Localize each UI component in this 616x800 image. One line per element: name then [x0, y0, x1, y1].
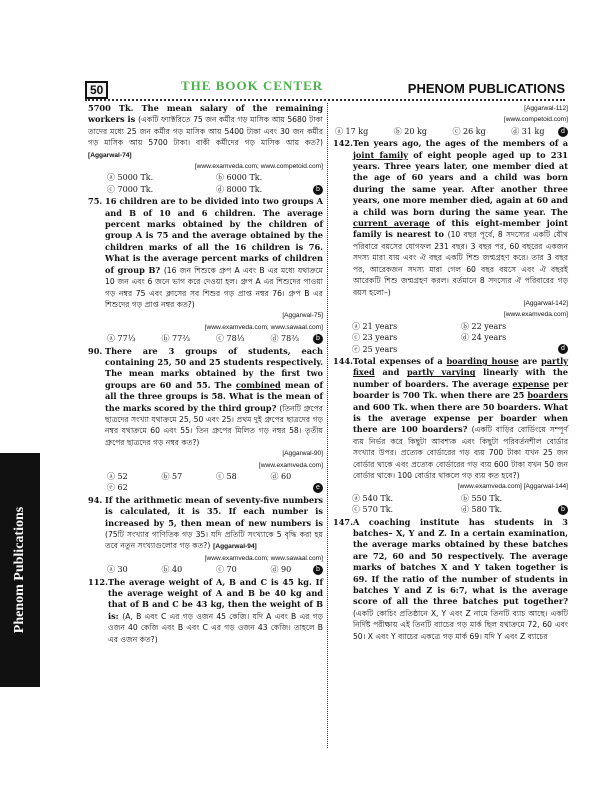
question-text-cont: are	[522, 355, 538, 366]
option-e[interactable]: ⓔ 25 years d	[350, 344, 568, 355]
question-number: 142.	[333, 138, 353, 149]
option-d[interactable]: ⓓ 31 kg d	[509, 126, 568, 137]
option-a[interactable]: ⓐ 21 years	[352, 321, 398, 331]
question-text-bn: (একটি ফ্যাক্টরিতে 75 জন কর্মীর গড় মাসিক আয় 5680 টাকা তাদের মধ্যে 25 জন কর্মীর গড় মাসিক আয় 5400 টাকা এবং 30 জন কর্মীর গড় মাসিক আয় 5700 টাকা। বাকী কর্মীদের গড় মাসিক আয় কত?)	[88, 115, 323, 148]
underlined-term: partly fixed	[352, 355, 569, 378]
question-90	[88, 346, 323, 494]
option-c[interactable]: ⓒ 58	[216, 472, 237, 481]
question-94	[88, 495, 323, 576]
option-a[interactable]: ⓐ 540 Tk.	[352, 493, 394, 503]
web-ref: [www.examveda.com]	[258, 461, 323, 469]
side-tab-label: Phenom Publications	[12, 506, 27, 634]
answer-badge: e	[313, 483, 323, 493]
question-text: Total expenses of a	[352, 355, 443, 366]
underlined-term: current average	[352, 218, 430, 229]
question-number: 94.	[88, 494, 103, 505]
question-text-cont: of eight people aged up to 231 years. Three years later, one member died at the age of 60 years and a child was born during the same year. After another three years, one more member died, again at 60 and a child was born during the same year. The	[352, 149, 568, 217]
source-ref: [Aggarwal-75]	[282, 312, 323, 320]
question-number: 75.	[88, 196, 103, 207]
question-112-cont	[333, 103, 568, 137]
side-tab	[0, 453, 40, 687]
question-text-bn: (তিনটি গ্রুপের ছাত্রদের সংখ্যা যথাক্রমে 25, 50 এবং 25। প্রথম দুই গ্রুপের ছাত্রদের গড় নম্বর যথাক্রমে 60 এবং 55। তিন গ্রুপের মিলিত গড় নম্বর 58। তৃতীয় গ্রুপের ছাত্রদের গড় নম্বর কত?)	[105, 403, 323, 447]
answer-badge: b	[313, 565, 323, 575]
question-147	[333, 517, 568, 642]
option-d[interactable]: ⓓ 24 years	[461, 333, 507, 343]
web-ref: [www.examveda.com; www.sawaal.com]	[204, 323, 323, 331]
underlined-term: boarding house	[446, 355, 519, 366]
question-text: 5700 Tk. The mean salary of the remaining workers is	[88, 103, 323, 125]
web-ref: [www.examveda.com; www.sawaal.com]	[204, 554, 323, 562]
source-ref: [Aggarwal-74]	[88, 151, 132, 159]
question-number: 144.	[333, 355, 353, 366]
option-b[interactable]: ⓑ 77⅔	[161, 334, 190, 344]
web-ref: [www.examveda.com; www.competoid.com]	[194, 163, 323, 171]
underlined-term: partly varying	[406, 367, 476, 378]
web-ref: [www.competoid.com]	[503, 116, 568, 124]
option-c[interactable]: ⓒ 7000 Tk.	[107, 184, 154, 194]
question-text-bn: (10 বছর পূর্বে, 8 সদস্যের একটি যৌথ পরিবারে বয়সের যোগফল 231 বছর। 3 বছর পর, 60 বছরের একজন সদস্য মারা যায় এবং ঐ বছর একটি শিশু জন্মগ্রহণ করে। তার 3 বছর পর, আরেকজন সদস্য মারা গেল 60 বছর বয়সে এবং ঐ বছরই আরেকটি শিশু জন্মগ্রহণ করল। বর্তমানে 8 সদস্যের ঐ পরিবারের গড় বয়স হলো–)	[352, 230, 568, 297]
option-d[interactable]: ⓓ 60	[270, 472, 292, 481]
question-text-bn: (75টি সংখ্যার গাণিতিক গড় 35। যদি প্রতিটি সংখ্যাকে 5 বৃদ্ধি করা হয় তবে নতুন সংখ্যাগুলোর গড় কত?)	[105, 530, 323, 551]
question-text-cont: mean of all the three groups is 58. What is the mean of the marks scored by the third group?	[105, 379, 324, 413]
question-144	[333, 356, 568, 516]
options	[105, 471, 323, 494]
question-text-cont: linearly with the number of boarders. The average	[352, 367, 568, 389]
option-b[interactable]: ⓑ 22 years	[461, 321, 507, 331]
option-a[interactable]: ⓐ 77⅓	[107, 334, 136, 344]
brand-right: PHENOM PUBLICATIONS	[407, 81, 565, 96]
options	[105, 564, 323, 575]
left-column	[88, 103, 323, 646]
question-text: There are 3 groups of students, each containing 25, 50 and 25 students respectively. The mean marks obtained by the first two groups are 60 and 55. The	[105, 345, 323, 390]
option-c[interactable]: ⓒ 26 kg	[452, 126, 486, 136]
web-ref: [www.examveda.com]	[503, 311, 568, 319]
option-d[interactable]: ⓓ 580 Tk. b	[459, 504, 568, 515]
source-ref: [Aggarwal-94]	[213, 543, 257, 551]
source-ref: [Aggarwal-90]	[282, 450, 323, 458]
question-text: Ten years ago, the ages of the members of a	[352, 138, 568, 149]
option-d[interactable]: ⓓ 8000 Tk. b	[214, 184, 323, 195]
option-e[interactable]: ⓔ 62 e	[105, 482, 323, 493]
question-text: The average weight of A, B and C is 45 kg. If the average weight of A and B be 40 kg and that of B and C be 43 kg, then the weight of B is:	[107, 576, 323, 621]
question-text-bn: (একটি কোচিং প্রতিষ্ঠানে X, Y এবং Z নামে তিনটি ব্যাচ আছে। একটি নির্দিষ্ট পরীক্ষায় এই তিনটি ব্যাচের গড় মার্ক ছিল যথাক্রমে 72, 60 এবং 50। X এবং Y ব্যাচের একত্রে গড় মার্ক 69। যদি Y এবং Z ব্যাচের	[352, 608, 568, 641]
underlined-term: boarders	[527, 390, 568, 401]
option-b[interactable]: ⓑ 20 kg	[393, 126, 427, 136]
underlined-term: combined	[235, 379, 281, 390]
question-text: 16 children are to be divided into two groups A and B of 10 and 6 children. The average percent marks obtained by the children of group A is 75 and the average obtained by the children marks of all the 16 children is 76. What is the average percent marks of children of group B?	[105, 196, 323, 275]
page-header	[85, 79, 565, 101]
question-142	[333, 138, 568, 355]
answer-badge: d	[558, 127, 568, 137]
answer-badge: b	[313, 185, 323, 195]
option-a[interactable]: ⓐ 30	[107, 565, 128, 575]
underlined-term: joint family	[352, 149, 408, 160]
question-text-cont: and	[382, 367, 400, 378]
option-d[interactable]: ⓓ 78⅔ b	[269, 333, 324, 344]
option-a[interactable]: ⓐ 17 kg	[335, 126, 369, 136]
option-a[interactable]: ⓐ 5000 Tk.	[107, 173, 154, 183]
question-number: 112.	[88, 576, 108, 587]
option-b[interactable]: ⓑ 550 Tk.	[461, 493, 503, 503]
page-number: 50	[85, 81, 108, 99]
options	[105, 333, 323, 344]
answer-badge: b	[313, 334, 323, 344]
options	[350, 493, 568, 516]
options	[333, 126, 568, 137]
options	[105, 172, 323, 195]
column-divider	[327, 103, 328, 748]
question-text-cont: of this eight-member joint family is nearest to	[352, 218, 569, 240]
brand-middle: THE BOOK CENTER	[181, 78, 324, 93]
option-b[interactable]: ⓑ 6000 Tk.	[216, 173, 263, 183]
question-number: 90.	[88, 345, 103, 356]
option-a[interactable]: ⓐ 52	[107, 472, 128, 481]
question-text-bn: (16 জন শিশুকে গ্রুপ A এবং B এর মধ্যে যথাক্রমে 10 জন এবং 6 জনে ভাগ করে দেওয়া হল। গ্রুপ A এর শিশুদের পাওয়া গড় নম্বর 75 এবং ক্লাসের সব শিশুর গড় প্রাপ্ত নম্বর 76। গ্রুপ B এর শিশুদের গড় প্রাপ্ত নম্বর কত?)	[105, 265, 323, 309]
header-divider	[85, 99, 565, 101]
option-b[interactable]: ⓑ 40	[161, 565, 183, 575]
question-text-cont: and 600 Tk. when there are 50 boarders. What is the average expense per boarder when there are 100 boarders?	[352, 401, 568, 435]
source-ref: [Aggarwal-112]	[524, 105, 568, 112]
question-text: If the arithmetic mean of seventy-five numbers is calculated, it is 35. If each number is increased by 5, then mean of new numbers is	[105, 494, 323, 528]
question-75	[88, 196, 323, 344]
question-number: 147.	[333, 516, 353, 527]
option-d[interactable]: ⓓ 90 b	[269, 564, 324, 575]
question-prev	[88, 103, 323, 195]
right-column	[333, 103, 568, 643]
question-text-bn: (একটি বাড়ির বোর্ডিংয়ে সম্পূর্ণ ব্যয় নির্ভর করে কিছুটা আবশ্যক এবং কিছুটা পরিবর্তনশীল বোর্ডার সংখ্যার উপর। প্রত্যেক বোর্ডারের গড় ব্যয় 700 টাকা যখন 25 জন বোর্ডার থাকে এবং প্রত্যেক বোর্ডারের গড় ব্যয় 600 টাকা যখন 50 জন বোর্ডার থাকে। 100 বোর্ডার থাকলে গড় ব্যয় কত হবে?)	[352, 425, 568, 480]
options	[350, 321, 568, 355]
answer-badge: d	[558, 344, 568, 354]
option-c[interactable]: ⓒ 570 Tk.	[352, 505, 394, 515]
option-c[interactable]: ⓒ 23 years	[352, 333, 398, 343]
source-ref: [www.examveda.com] [Aggarwal-144]	[457, 483, 568, 491]
question-text: A coaching institute has students in 3 batches– X, Y and Z. In a certain examination, the average marks obtained by these batches are 72, 60 and 50 respectively. The average marks of batches X and Y taken together is 69. If the ratio of the number of students in batches Y and Z is 6:7, what is the average score of all the three batches put together?	[352, 516, 568, 607]
question-text-cont: per boarder is 700 Tk. when there are 25	[352, 378, 569, 401]
source-ref: [Aggarwal-142]	[523, 299, 568, 307]
question-text-bn: (A, B এবং C এর গড় ওজন 45 কেজি। যদি A এবং B এর গড় ওজন 40 কেজি এবং B এবং C এর গড় ওজন 43 কেজি। তাহলে B এর ওজন কত?)	[107, 611, 323, 644]
option-c[interactable]: ⓒ 78⅓	[216, 334, 245, 344]
option-b[interactable]: ⓑ 57	[161, 472, 183, 481]
option-c[interactable]: ⓒ 70	[216, 565, 237, 575]
answer-badge: b	[558, 505, 568, 515]
underlined-term: expense	[512, 378, 550, 389]
question-112	[88, 577, 323, 645]
